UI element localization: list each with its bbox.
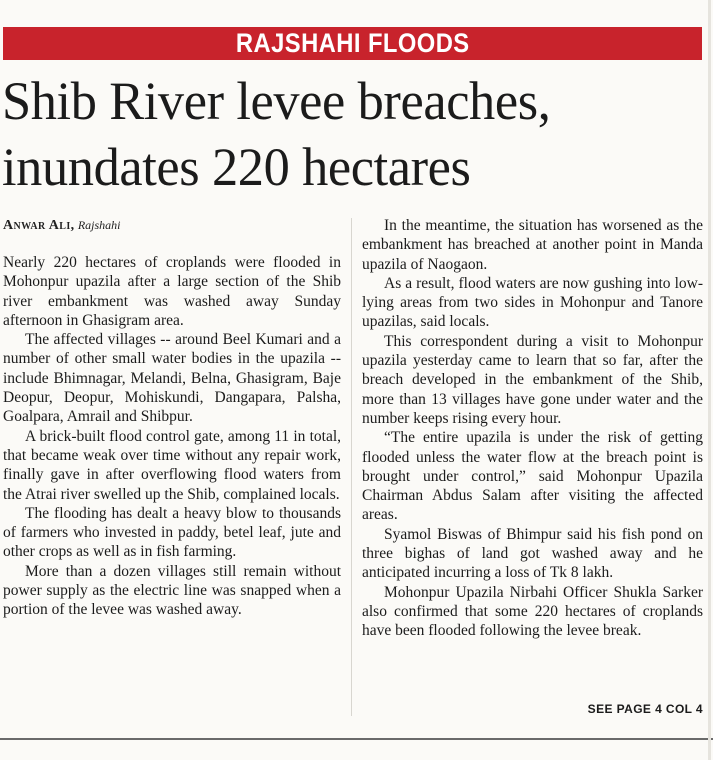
paragraph: This correspondent during a visit to Mohonpur upazila yesterday came to learn that so far, after the breach developed in the embankment of the Shib, more than 13 villages have gone under water and the number keeps rising every hour. — [362, 332, 703, 427]
paragraph: A brick-built flood control gate, among 11 in total, that became weak over time without any repair work, finally gave in after overflowing flood waters from the Atrai river swelled up the Shib, complained locals. — [3, 427, 341, 503]
continuation-note: SEE PAGE 4 COL 4 — [587, 702, 703, 716]
paragraph: The flooding has dealt a heavy blow to thousands of farmers who invested in paddy, betel leaf, jute and other crops as well as in fish farming. — [3, 504, 341, 561]
byline-location: Rajshahi — [77, 218, 121, 232]
kicker-text: RAJSHAHI FLOODS — [235, 28, 470, 58]
article-column-right — [362, 216, 703, 641]
page-edge — [708, 0, 711, 760]
byline-author: Anwar Ali, — [3, 218, 75, 233]
headline-line-2: inundates 220 hectares — [2, 137, 471, 197]
paragraph: “The entire upazila is under the risk of getting flooded unless the water flow at the breach point is brought under control,” said Mohonpur Upazila Chairman Abdus Salam after visiting the affected areas. — [362, 429, 703, 524]
byline — [3, 216, 121, 235]
section-kicker — [3, 27, 702, 60]
bottom-rule — [0, 738, 713, 740]
paragraph: As a result, flood waters are now gushing into low-lying areas from two sides in Mohonpur and Tanore upazilas, said locals. — [362, 274, 703, 331]
paragraph: The affected villages -- around Beel Kumari and a number of other small water bodies in the upazila -- include Bhimnagar, Melandi, Belna, Ghasigram, Baje Deopur, Deopur, Mohiskundi, Dangapara, Palsha, Goalpara, Amrail and Shibpur. — [3, 331, 341, 426]
paragraph: Syamol Biswas of Bhimpur said his fish pond on three bighas of land got washed away and he anticipated incurring a loss of Tk 8 lakh. — [362, 525, 703, 582]
paragraph: Mohonpur Upazila Nirbahi Officer Shukla Sarker also confirmed that some 220 hectares of croplands have been flooded following the levee break. — [362, 583, 703, 640]
headline-line-1: Shib River levee breaches, — [2, 71, 551, 131]
paragraph: In the meantime, the situation has worsened as the embankment has breached at another point in Manda upazila of Naogaon. — [362, 217, 703, 273]
headline — [2, 68, 712, 200]
paragraph: Nearly 220 hectares of croplands were flooded in Mohonpur upazila after a large section of the Shib river embankment was washed away Sunday afternoon in Ghasigram area. — [3, 254, 341, 329]
paragraph: More than a dozen villages still remain without power supply as the electric line was snapped when a portion of the levee was washed away. — [3, 562, 341, 619]
article-column-left — [3, 253, 341, 620]
column-divider — [351, 218, 352, 716]
